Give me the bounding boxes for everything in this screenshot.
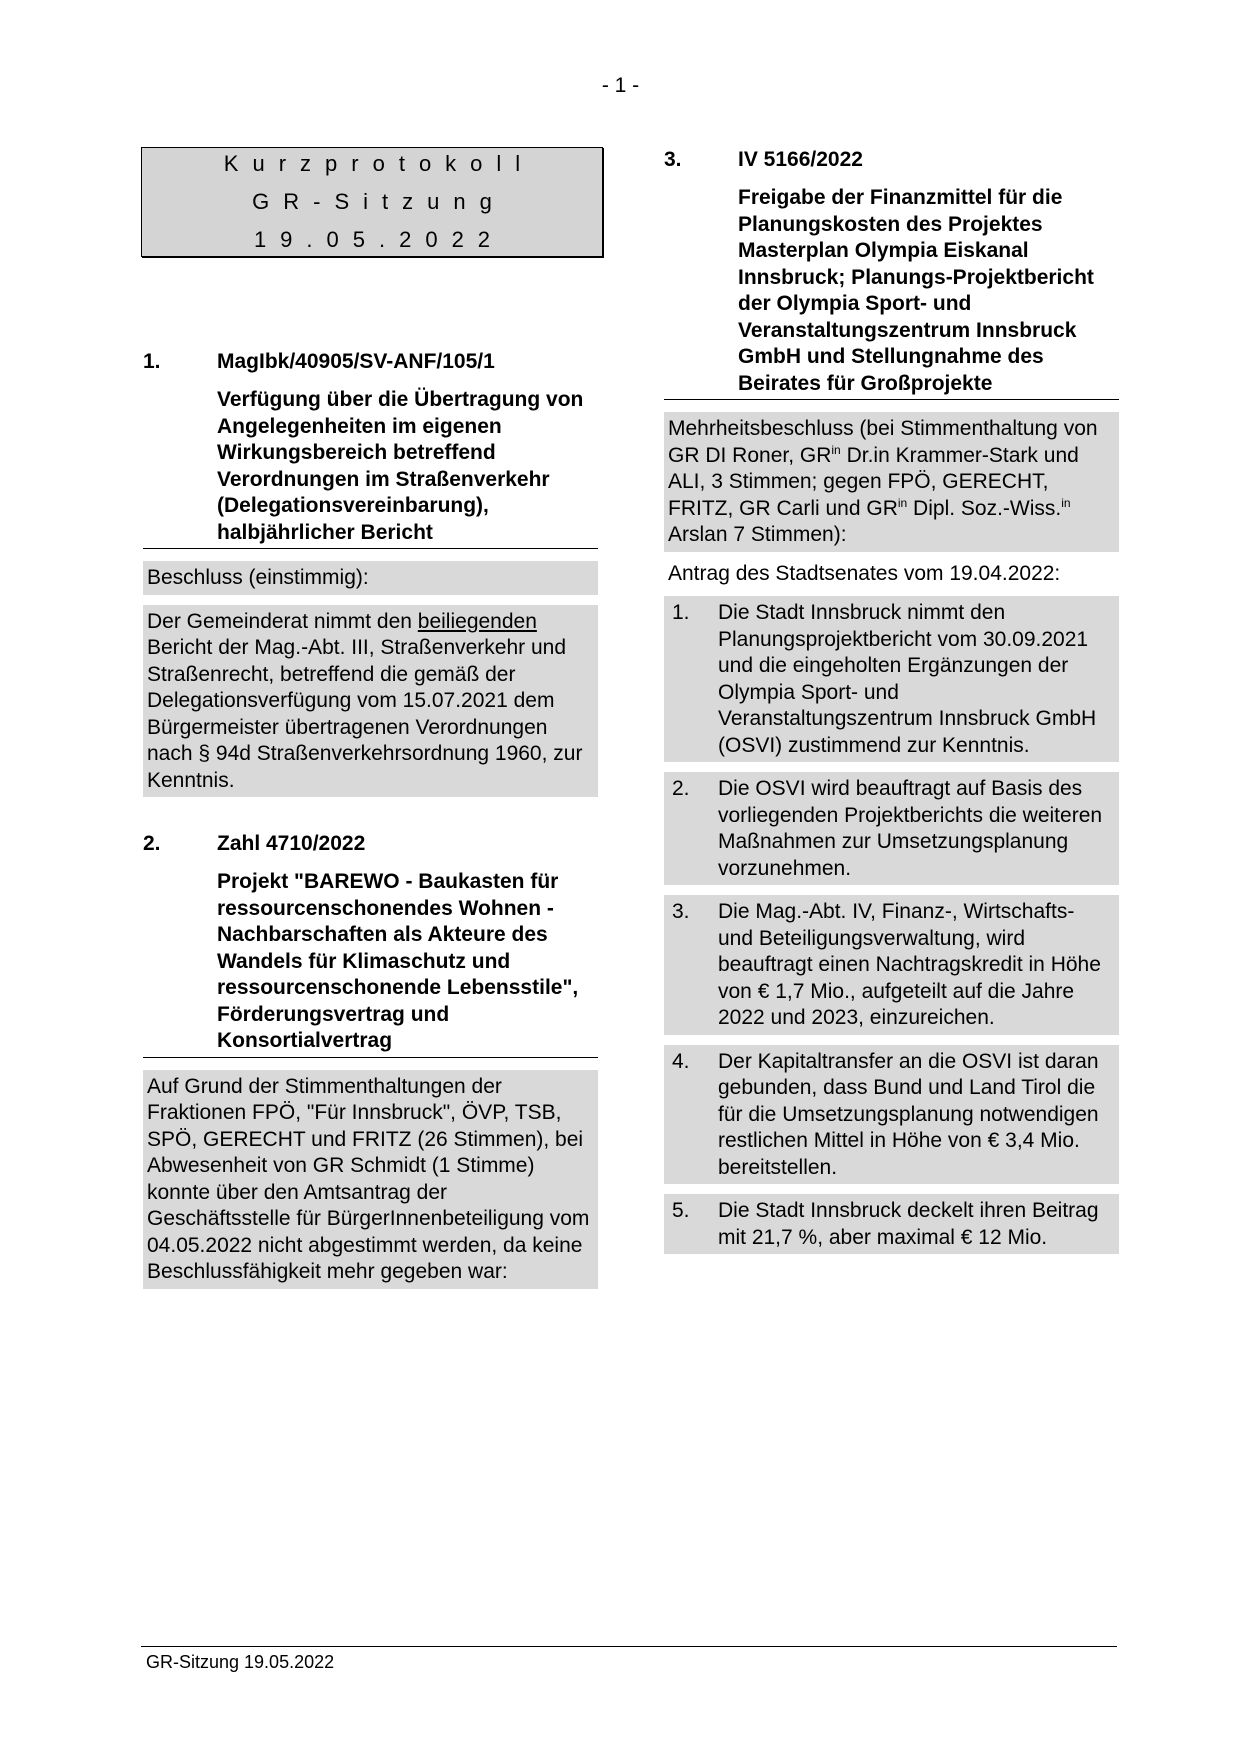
- motion-point-3: 3. Die Mag.-Abt. IV, Finanz-, Wirtschafts- und Beteiligungsverwaltung, wird beauftragt einen Nachtragskredit in Höhe von € 1,7 Mio., aufgeteilt auf die Jahre 2022 und 2023, einzureichen.: [664, 895, 1119, 1035]
- item-3-majority-decision: Mehrheitsbeschluss (bei Stimmenthaltung von GR DI Roner, $GR^{in}$ Dr.in Krammer-Stark und ALI, 3 Stimmen; gegen FPÖ, GERECHT, FRITZ, GR Carli und $GR^{in}$ Dipl. Soz.-Wiss.$^{in}$ Arslan 7 Stimmen):: [664, 412, 1119, 552]
- item-2-divider: [143, 1057, 598, 1058]
- item-1-heading: [143, 348, 598, 375]
- title-kurzprotokoll: Kurzprotokoll: [223, 151, 535, 176]
- footer-text: GR-Sitzung 19.05.2022: [146, 1652, 335, 1672]
- item-1-number: 1.: [143, 350, 161, 373]
- item-1-reference: MagIbk/40905/SV-ANF/105/1: [217, 350, 495, 373]
- item-2-title: Projekt "BAREWO - Baukasten für ressourcenschonendes Wohnen - Nachbarschaften als Akteure des Wandels für Klimaschutz und ressourcenschonende Lebensstile", Förderungsvertrag und Konsortialvertrag: [217, 870, 579, 1052]
- title-date: 19.05.2022: [253, 227, 505, 252]
- item-3-motion-intro: Antrag des Stadtsenates vom 19.04.2022:: [668, 561, 1061, 585]
- item-3-title: Freigabe der Finanzmittel für die Planungskosten des Projektes Masterplan Olympia Eiskanal Innsbruck; Planungs-Projektbericht der Olympia Sport- und Veranstaltungszentrum Innsbruck GmbH und Stellungnahme des Beirates für Großprojekte: [738, 186, 1094, 395]
- item-3-divider: [664, 399, 1119, 400]
- item-1-decision: [143, 561, 598, 595]
- item-1-text: Der Gemeinderat nimmt den beiliegenden Bericht der Mag.-Abt. III, Straßenverkehr und Straßenrecht, betreffend die gemäß der Delegationsverfügung vom 15.07.2021 dem Bürgermeister übertragenen Verordnungen nach § 94d Straßenverkehrsordnung 1960, zur Kenntnis.: [143, 605, 598, 798]
- item-1: [143, 348, 598, 797]
- footer-divider: [141, 1646, 1117, 1647]
- item-2: [143, 830, 598, 1289]
- item-2-number: 2.: [143, 832, 161, 855]
- motion-point-5: 5. Die Stadt Innsbruck deckelt ihren Beitrag mit 21,7 %, aber maximal € 12 Mio.: [664, 1194, 1119, 1254]
- item-1-decision-label: Beschluss (einstimmig):: [147, 566, 369, 589]
- motion-point-2: 2. Die OSVI wird beauftragt auf Basis des vorliegenden Projektberichts die weiteren Maßnahmen zur Umsetzungsplanung vorzunehmen.: [664, 772, 1119, 885]
- motion-point-4: 4. Der Kapitaltransfer an die OSVI ist daran gebunden, dass Bund und Land Tirol die für die Umsetzungsplanung notwendigen restlichen Mittel in Höhe von € 3,4 Mio. bereitstellen.: [664, 1045, 1119, 1185]
- item-2-text: Auf Grund der Stimmenthaltungen der Fraktionen FPÖ, "Für Innsbruck", ÖVP, TSB, SPÖ, GERECHT und FRITZ (26 Stimmen), bei Abwesenheit von GR Schmidt (1 Stimme) konnte über den Amtsantrag der Geschäftsstelle für BürgerInnenbeteiligung vom 04.05.2022 nicht abgestimmt werden, da keine Beschlussfähigkeit mehr gegeben war:: [143, 1070, 598, 1289]
- motion-point-1: 1. Die Stadt Innsbruck nimmt den Planungsprojektbericht vom 30.09.2021 und die eingeholten Ergänzungen der Olympia Sport- und Veranstaltungszentrum Innsbruck GmbH (OSVI) zustimmend zur Kenntnis.: [664, 596, 1119, 762]
- page-number: - 1 -: [601, 74, 640, 97]
- item-3-number: 3.: [664, 148, 682, 171]
- item-1-title: Verfügung über die Übertragung von Angelegenheiten im eigenen Wirkungsbereich betreffend Verordnungen im Straßenverkehr (Delegationsvereinbarung), halbjährlicher Bericht: [217, 388, 584, 544]
- item-3-reference: IV 5166/2022: [738, 148, 863, 171]
- item-3: [664, 146, 1119, 1254]
- item-1-divider: [143, 548, 598, 549]
- item-3-heading: [664, 146, 1119, 173]
- underlined-word: beiliegenden: [417, 609, 537, 633]
- item-2-heading: [143, 830, 598, 857]
- title-box: [141, 147, 603, 257]
- item-2-reference: Zahl 4710/2022: [217, 832, 366, 855]
- title-session: GR-Sitzung: [252, 189, 506, 214]
